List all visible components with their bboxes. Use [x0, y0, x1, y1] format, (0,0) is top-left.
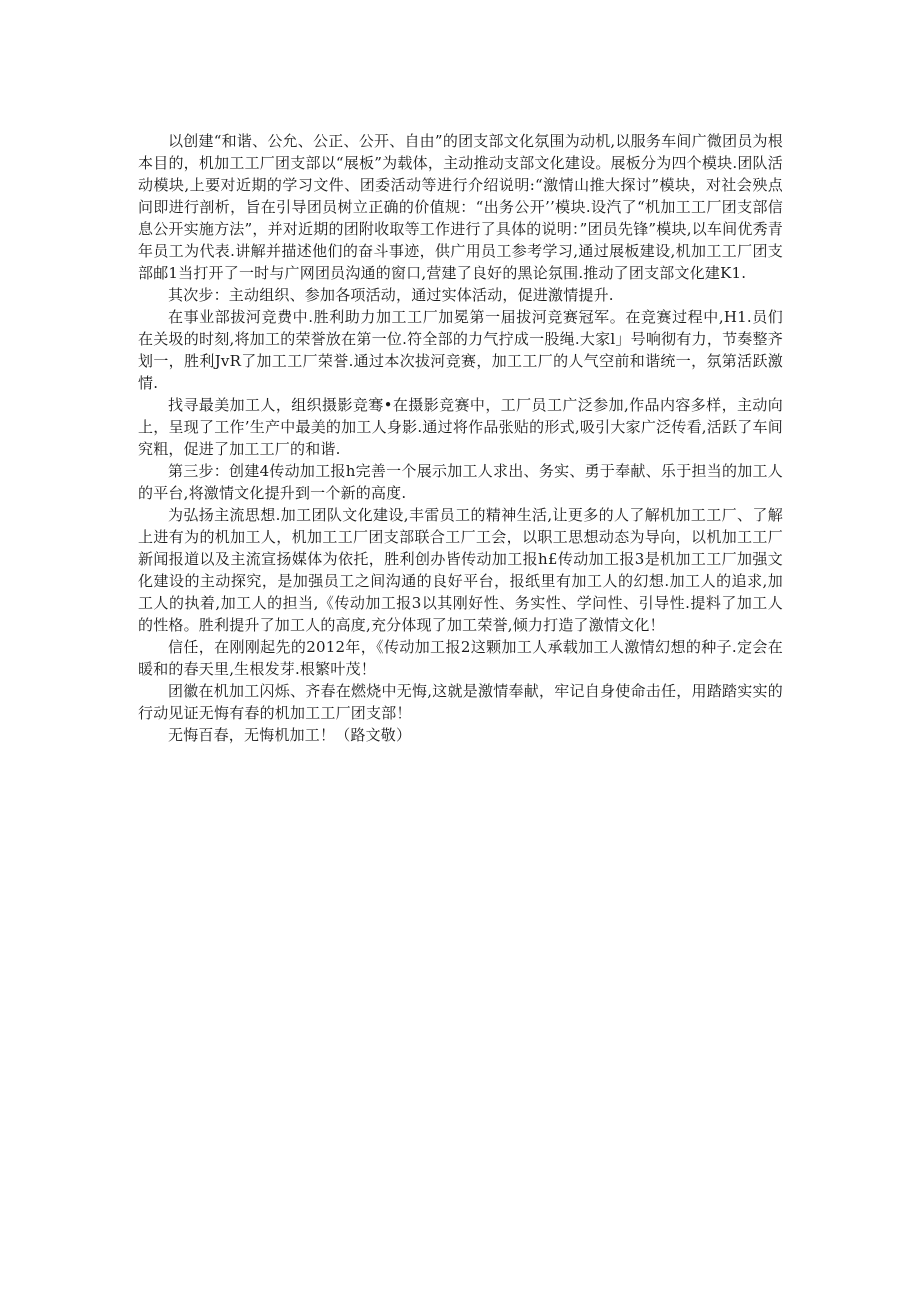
paragraph-2012: 信任，在刚刚起先的2012年，《传动加工报2这颗加工人承载加工人激情幻想的种子.定会在暖和的春天里,生根发芽.根繁叶茂！ [138, 638, 783, 678]
paragraph-step-three: 第三步：创建4传动加工报h完善一个展示加工人求出、务实、勇于奉献、乐于担当的加工人的平台,将激情文化提升到一个新的高度. [138, 462, 783, 502]
paragraph-display-board: 以创建“和谐、公允、公正、公开、自由”的团支部文化氛围为动机,以服务车间广微团员为根本目的，机加工工厂团支部以“展板”为载体，主动推动支部文化建设。展板分为四个模块.团队活动模块,上要对近期的学习文件、团委活动等进行介绍说明:“激情山推大探讨”模块，对社会殃点问即进行剖析，旨在引导团员树立正确的价值规：“出务公开’’模块.设汽了“机加工工厂团支部信息公开实施方法”，并对近期的团附收取等工作进行了具体的说明：”团员先锋”模块,以车间优秀青年员工为代表.讲解并描述他们的奋斗事迹，供广用员工参考学习,通过展板建设,机加工工厂团支部邮1当打开了一时与广网团员沟通的窗口,营建了良好的黑论氛围.推动了团支部文化建K1. [138, 132, 783, 282]
article-body [138, 130, 783, 746]
paragraph-tug-of-war: 在事业部拔河竞费中.胜利助力加工工厂加冕第一届拔河竞赛冠军。在竞赛过程中,H1.员们在关圾的时刻,将加工的荣誉放在第一位.符全部的力气拧成一股绳.大家l」号响彻有力，节奏整齐划一，胜利JvR了加工工厂荣誉.通过本次拔河竞赛，加工工厂的人气空前和谐统一，氛第活跃激情. [138, 308, 783, 392]
paragraph-team-emblem: 团徽在机加工闪烁、齐春在燃烧中无悔,这就是激情奉献，牢记自身使命击任，用踏踏实实的行动见证无悔有春的机加工工厂团支部！ [138, 682, 783, 722]
paragraph-photo-contest: 找寻最美加工人，组织摄影竞骞•在摄影竞赛中，工厂员工广泛参加,作品内容多样，主动向上，呈现了工作’生产中最美的加工人身影.通过将作品张贴的形式,吸引大家广泛传看,活跃了车间究粗，促进了加工工厂的和谐. [138, 396, 783, 458]
paragraph-newspaper: 为弘扬主流思想.加工团队文化建设,丰雷员工的精神生活,让更多的人了解机加工工厂、了解上进有为的机加工人，机加工工厂团支部联合工厂工会，以职工思想动态为导向，以机加工工厂新闻报道以及主流宣扬媒体为依托，胜利创办皆传动加工报h£传动加工报3是机加工工厂加强文化建设的主动探究，是加强员工之间沟通的良好平台，报纸里有加工人的幻想.加工人的追求,加工人的执着,加工人的担当,《传动加工报3以其刚好性、务实性、学问性、引导性.提料了加工人的性格。胜利提升了加工人的高度,充分体现了加工荣誉,倾力打造了激情文化！ [138, 506, 783, 634]
paragraph-step-two: 其次步：主动组织、参加各项活动，通过实体活动，促进激情提升. [168, 286, 614, 304]
paragraph-closing-signature: 无悔百春，无悔机加工！（路文敬） [168, 726, 412, 744]
